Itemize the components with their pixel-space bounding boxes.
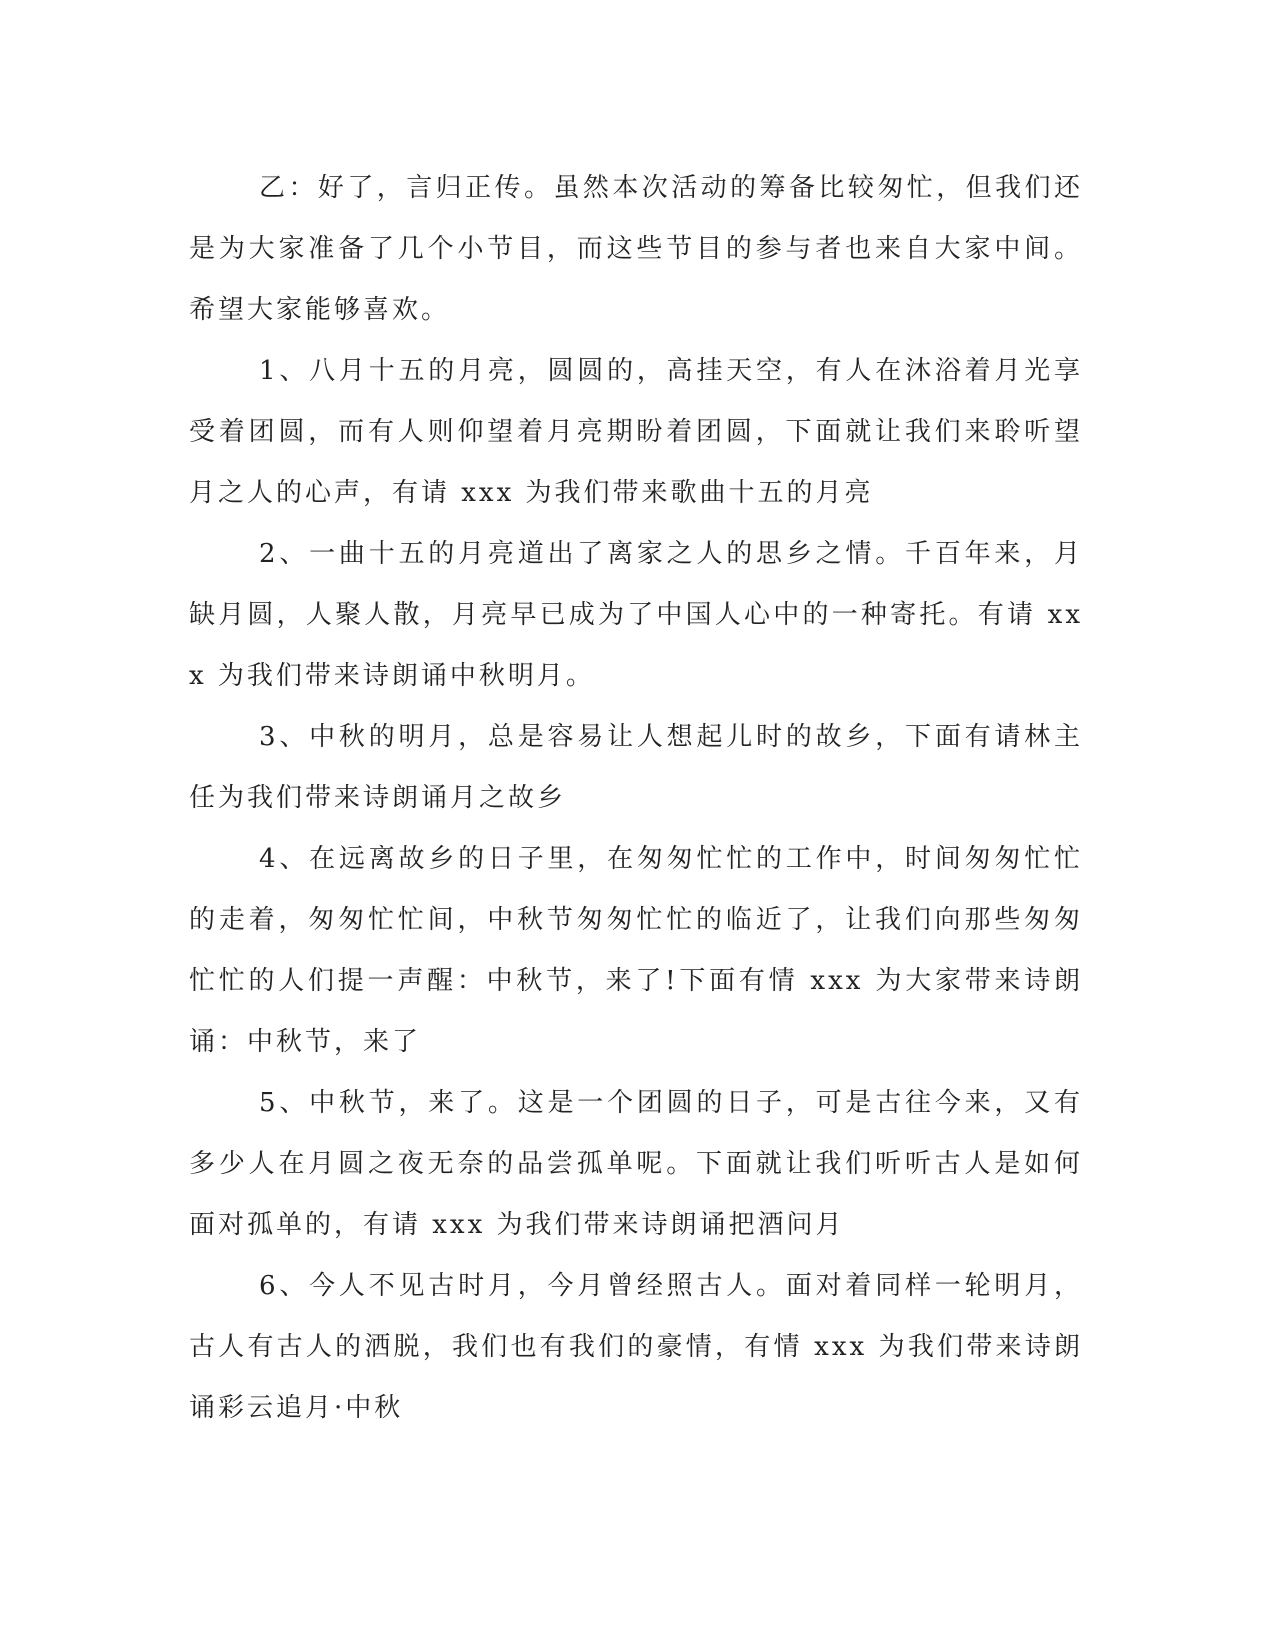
paragraph-item-1: 1、八月十五的月亮，圆圆的，高挂天空，有人在沐浴着月光享受着团圆，而有人则仰望着月亮期盼着团圆，下面就让我们来聆听望月之人的心声，有请 xxx 为我们带来歌曲十五的月亮 (189, 356, 1083, 508)
paragraph-item-6: 6、今人不见古时月，今月曾经照古人。面对着同样一轮明月，古人有古人的洒脱，我们也有我们的豪情，有情 xxx 为我们带来诗朗诵彩云追月·中秋 (189, 1271, 1083, 1423)
paragraph-item-3: 3、中秋的明月，总是容易让人想起儿时的故乡，下面有请林主任为我们带来诗朗诵月之故乡 (189, 722, 1083, 813)
paragraph-item-2: 2、一曲十五的月亮道出了离家之人的思乡之情。千百年来，月缺月圆，人聚人散，月亮早已成为了中国人心中的一种寄托。有请 xxx 为我们带来诗朗诵中秋明月。 (189, 539, 1083, 691)
document-body (189, 158, 1083, 1439)
paragraph-intro: 乙：好了，言归正传。虽然本次活动的筹备比较匆忙，但我们还是为大家准备了几个小节目，而这些节目的参与者也来自大家中间。希望大家能够喜欢。 (189, 173, 1083, 325)
paragraph-item-5: 5、中秋节，来了。这是一个团圆的日子，可是古往今来，又有多少人在月圆之夜无奈的品尝孤单呢。下面就让我们听听古人是如何面对孤单的，有请 xxx 为我们带来诗朗诵把酒问月 (189, 1088, 1083, 1240)
paragraph-item-4: 4、在远离故乡的日子里，在匆匆忙忙的工作中，时间匆匆忙忙的走着，匆匆忙忙间，中秋节匆匆忙忙的临近了，让我们向那些匆匆忙忙的人们提一声醒：中秋节，来了!下面有情 xxx 为大家带来诗朗诵：中秋节，来了 (189, 844, 1083, 1057)
